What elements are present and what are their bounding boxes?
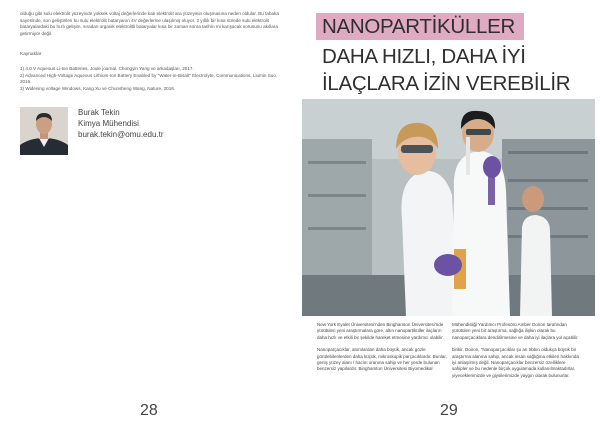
author-title: Kimya Mühendisi bbox=[78, 119, 139, 128]
reference-item: 3) Widening voltage Windows, Kang Xu ve Chunsheng Wang, Nature, 2016. bbox=[20, 85, 176, 91]
article-paragraph: Mühendisliği Yardımcı Profesörü Amber Doiron tarafından yürütülen yeni bir araştırma, sağlığa ilişkin olarak bu nanoparçacıklara dendirilmesine ve daha iyi ilaçlara yol açabilir. bbox=[452, 322, 579, 340]
article-kicker: NANOPARTİKÜLLER bbox=[322, 15, 515, 38]
author-info bbox=[78, 107, 164, 140]
headline-line-2: İLAÇLARA İZİN VEREBİLİR bbox=[322, 72, 571, 95]
article-paragraph: birikir. Doiron, "Nanoparçacıklar şu an tıbbın oldukça büyük bir araştırma alanına sahip, ancak insan sağlığına etkileri hakkında iyi anlaşılmış değil. Nanoparçacıklar benzersiz özelliklere sahipler ve bu nedenle birçok uygulamada kullanılmaktadırlar, yiyeceklerimizde ve giysilerimizde yaygın olarak bulunurlar. bbox=[452, 347, 579, 378]
right-page bbox=[300, 0, 600, 424]
intro-paragraph: olduğu gibi sulu elektrolit yüzeyinde yoksek voltaj değerlerinde katı elektrolit ara yüzeyinin oluşmasına neden oldular. Bu tabaka sayesinde, son geliştirilen bu sulu elektrolit bataryanın 4V değerlerine ulaşılmış oluyor. 2 yıllık bir kısa sürede sulu elektrolit bataryalardaki bu hızlı gelişim, sıradan organik elektrolitli bataryalar kısa bir zaman sonra tarihin mi karışacak sorusunu akıllara getirmiyor değil. bbox=[20, 11, 279, 36]
author-block bbox=[20, 107, 270, 155]
reference-item: 1) 4.0 V Aqueous Li-Ion Batteries, Joule journal, Chongyin Yang ve arkadaşları, 2017. bbox=[20, 66, 194, 71]
author-name: Burak Tekin bbox=[78, 108, 120, 117]
references-title: Kaynaklar bbox=[20, 52, 42, 57]
article-paragraph: Nanoparçacıklar, atomlardan daha büyük, ancak gözle görülebilenlerden daha küçük, mikroskopik parçacıklardır. Bunlar, geniş yüzey alanı / hacim oranına sahip ve her yerde bulunan benzersiz yapılardır. Binghamton Üniversitesi Biyomedikal bbox=[317, 347, 447, 372]
article-column-2 bbox=[452, 322, 582, 385]
author-email[interactable]: burak.tekin@omu.edu.tr bbox=[78, 130, 164, 139]
article-paragraph: New York Eyalet Üniversitesi'nden Binghamton Üniversitesi'nde yürütülen yeni araştırmalara göre, altın nanopartiküller ilaçların daha hızlı ve etkili bir şekilde hareket etmesine yardımcı olabilir. bbox=[317, 322, 444, 340]
article-headline bbox=[322, 43, 570, 97]
references-list bbox=[20, 66, 282, 92]
lab-photo bbox=[302, 99, 595, 316]
article-column-1 bbox=[317, 322, 447, 379]
author-photo bbox=[20, 107, 68, 155]
page-number-left: 28 bbox=[140, 402, 158, 419]
page-number-right: 29 bbox=[440, 402, 458, 419]
reference-item: 2) Advanced High-Voltage Aqueous Lithium-Ion Battery Enabled by "Water-in-Bisalt" Electrolyte, Communications, Liumin Suo, 2016. bbox=[20, 72, 278, 85]
headline-line-1: DAHA HIZLI, DAHA İYİ bbox=[322, 45, 526, 68]
